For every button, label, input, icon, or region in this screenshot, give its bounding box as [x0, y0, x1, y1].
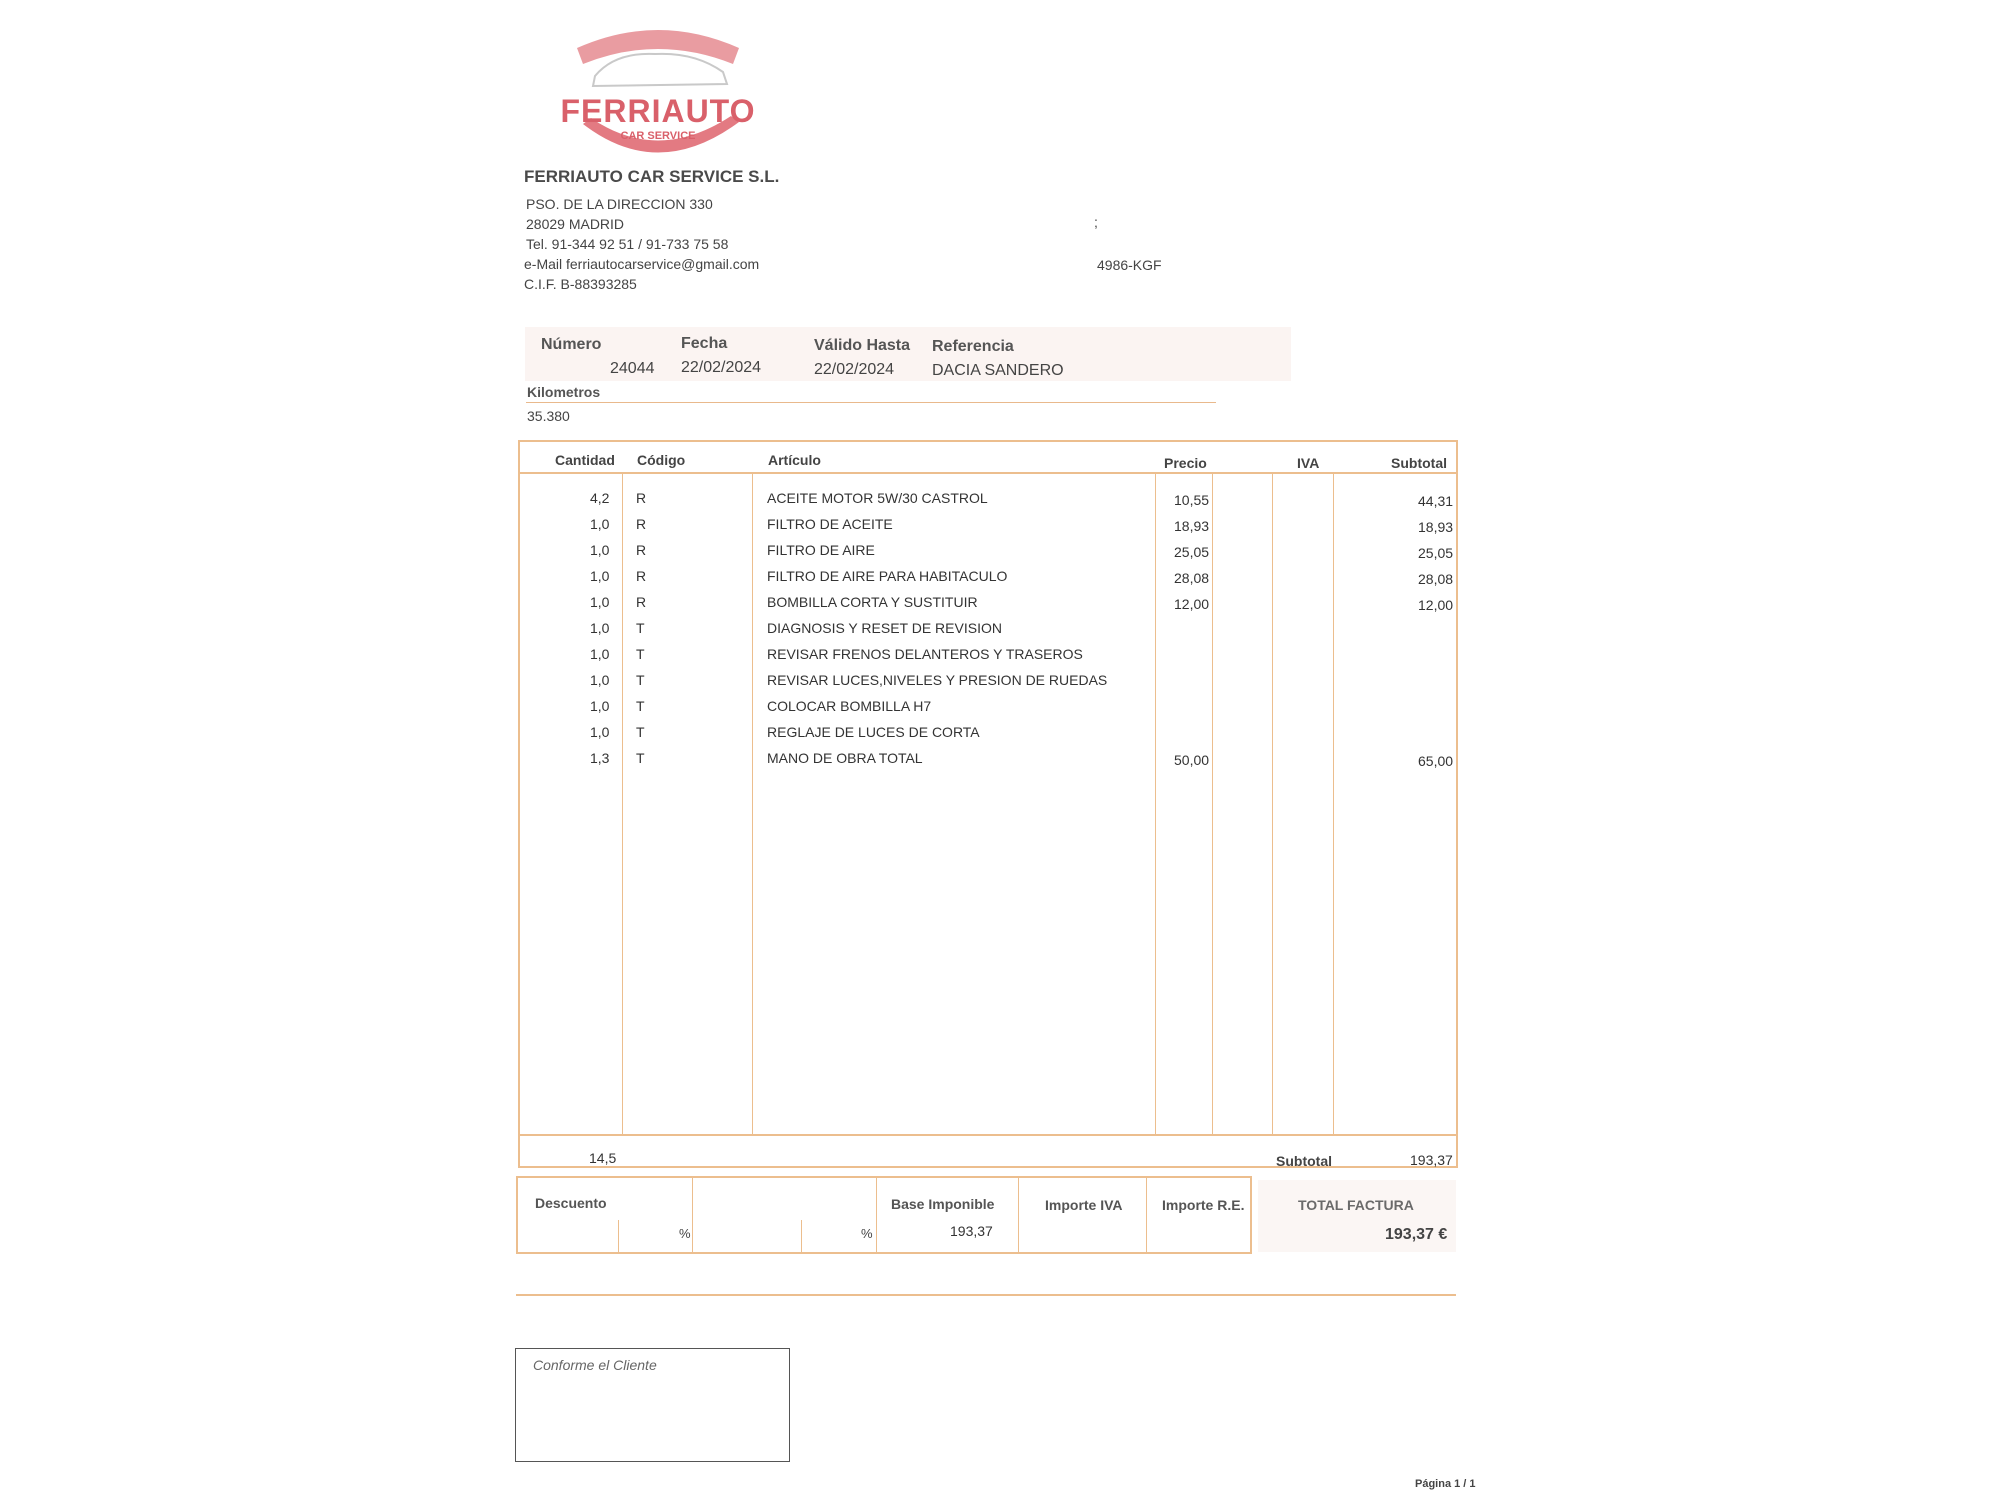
cell-cantidad: 1,0	[590, 698, 610, 714]
km-value: 35.380	[527, 408, 570, 424]
numero-value: 24044	[610, 360, 655, 377]
cell-cantidad: 1,0	[590, 724, 610, 740]
cell-codigo: R	[636, 568, 647, 584]
fecha-label: Fecha	[681, 335, 728, 352]
referencia-value: DACIA SANDERO	[932, 362, 1064, 379]
th-subtotal: Subtotal	[1391, 455, 1447, 471]
cell-articulo: BOMBILLA CORTA Y SUSTITUIR	[767, 594, 978, 610]
cell-articulo: REVISAR LUCES,NIVELES Y PRESION DE RUEDAS	[767, 672, 1108, 688]
cell-precio: 25,05	[1174, 544, 1210, 560]
cell-cantidad: 4,2	[590, 490, 610, 506]
cell-subtotal: 65,00	[1418, 753, 1454, 769]
cell-cantidad: 1,0	[590, 568, 610, 584]
table-header-divider	[518, 472, 1458, 474]
cell-precio: 10,55	[1174, 492, 1210, 508]
company-logo	[545, 14, 771, 164]
cell-codigo: R	[636, 594, 647, 610]
separator-line	[516, 1294, 1456, 1296]
vehicle-plate: 4986-KGF	[1097, 257, 1162, 273]
cell-subtotal: 44,31	[1418, 493, 1454, 509]
company-phone: Tel. 91-344 92 51 / 91-733 75 58	[526, 236, 729, 252]
totals-pct-divider-1	[618, 1220, 619, 1254]
total-factura-value: 193,37 €	[1385, 1226, 1448, 1243]
items-table	[518, 440, 1458, 1168]
totals-divider-4	[1146, 1176, 1147, 1254]
table-footer-divider	[518, 1134, 1458, 1136]
cell-cantidad: 1,0	[590, 646, 610, 662]
cell-precio: 28,08	[1174, 570, 1210, 586]
cell-articulo: ACEITE MOTOR 5W/30 CASTROL	[767, 490, 988, 506]
cell-cantidad: 1,0	[590, 672, 610, 688]
valido-value: 22/02/2024	[814, 361, 895, 378]
descuento-label: Descuento	[535, 1195, 607, 1211]
cell-articulo: FILTRO DE AIRE	[767, 542, 875, 558]
client-mark: ;	[1094, 214, 1098, 230]
th-cantidad: Cantidad	[555, 452, 615, 468]
totals-pct-divider-2	[801, 1220, 802, 1254]
cell-cantidad: 1,0	[590, 516, 610, 532]
total-factura-label: TOTAL FACTURA	[1298, 1197, 1414, 1213]
cell-articulo: DIAGNOSIS Y RESET DE REVISION	[767, 620, 1002, 636]
referencia-label: Referencia	[932, 338, 1014, 355]
base-imponible-value: 193,37	[950, 1223, 993, 1239]
th-articulo: Artículo	[768, 452, 821, 468]
cell-cantidad: 1,3	[590, 750, 610, 766]
logo-subtext: CAR SERVICE	[620, 130, 696, 142]
totals-box	[516, 1176, 1252, 1254]
importe-re-label: Importe R.E.	[1162, 1197, 1245, 1213]
cell-precio: 18,93	[1174, 518, 1210, 534]
total-cantidad: 14,5	[589, 1150, 617, 1166]
cell-codigo: T	[636, 750, 645, 766]
cell-cantidad: 1,0	[590, 542, 610, 558]
totals-divider-3	[1018, 1176, 1019, 1254]
footer-subtotal-label: Subtotal	[1276, 1153, 1332, 1169]
cell-articulo: REGLAJE DE LUCES DE CORTA	[767, 724, 980, 740]
col-divider-codigo	[622, 472, 623, 1134]
logo-text: FERRIAUTO	[560, 93, 756, 129]
footer-subtotal-value: 193,37	[1410, 1152, 1453, 1168]
signature-label: Conforme el Cliente	[533, 1357, 657, 1373]
company-address-line1: PSO. DE LA DIRECCION 330	[526, 196, 713, 212]
company-email: e-Mail ferriautocarservice@gmail.com	[524, 256, 760, 272]
fecha-value: 22/02/2024	[681, 359, 762, 376]
page-number: Página 1 / 1	[1415, 1478, 1476, 1490]
cell-cantidad: 1,0	[590, 594, 610, 610]
km-label: Kilometros	[527, 384, 601, 400]
km-divider	[526, 402, 1216, 403]
cell-articulo: REVISAR FRENOS DELANTEROS Y TRASEROS	[767, 646, 1083, 662]
descuento2-pct: %	[861, 1226, 873, 1241]
company-name: FERRIAUTO CAR SERVICE S.L.	[524, 167, 780, 186]
cell-articulo: FILTRO DE ACEITE	[767, 516, 893, 532]
cell-codigo: R	[636, 516, 647, 532]
cell-cantidad: 1,0	[590, 620, 610, 636]
totals-divider-2	[876, 1176, 877, 1254]
totals-divider-1	[692, 1176, 693, 1254]
cell-codigo: T	[636, 672, 645, 688]
company-cif: C.I.F. B-88393285	[524, 276, 637, 292]
cell-subtotal: 25,05	[1418, 545, 1454, 561]
cell-subtotal: 18,93	[1418, 519, 1454, 535]
base-imponible-label: Base Imponible	[891, 1196, 995, 1212]
numero-label: Número	[541, 336, 602, 353]
cell-articulo: COLOCAR BOMBILLA H7	[767, 698, 932, 714]
cell-codigo: R	[636, 490, 647, 506]
cell-subtotal: 12,00	[1418, 597, 1454, 613]
col-divider-subtotal	[1333, 472, 1334, 1134]
cell-codigo: T	[636, 724, 645, 740]
th-codigo: Código	[637, 452, 686, 468]
col-divider-iva	[1272, 472, 1273, 1134]
cell-precio: 12,00	[1174, 596, 1210, 612]
cell-codigo: T	[636, 698, 645, 714]
th-precio: Precio	[1164, 455, 1207, 471]
cell-codigo: R	[636, 542, 647, 558]
col-divider-precio-end	[1212, 472, 1213, 1134]
cell-codigo: T	[636, 620, 645, 636]
valido-label: Válido Hasta	[814, 337, 911, 354]
importe-iva-label: Importe IVA	[1045, 1197, 1123, 1213]
company-address-line2: 28029 MADRID	[526, 216, 625, 232]
col-divider-articulo	[752, 472, 753, 1134]
th-iva: IVA	[1297, 455, 1320, 471]
cell-articulo: MANO DE OBRA TOTAL	[767, 750, 923, 766]
cell-precio: 50,00	[1174, 752, 1210, 768]
cell-articulo: FILTRO DE AIRE PARA HABITACULO	[767, 568, 1008, 584]
descuento-pct: %	[679, 1226, 691, 1241]
col-divider-precio	[1155, 472, 1156, 1134]
cell-codigo: T	[636, 646, 645, 662]
cell-subtotal: 28,08	[1418, 571, 1454, 587]
